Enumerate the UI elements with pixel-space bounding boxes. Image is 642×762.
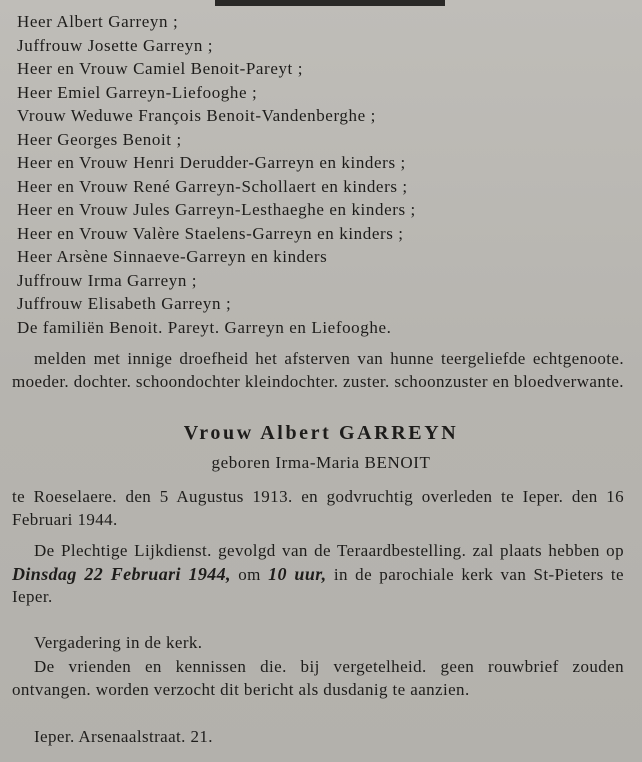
friends-note: De vrienden en kennissen die. bij vergetelheid. geen rouwbrief zouden ontvangen. worden verzocht dit bericht als dusdanig te aanzien. [12, 657, 624, 699]
service-time: 10 uur, [268, 563, 327, 584]
mourner-line: Juffrouw Josette Garreyn ; [17, 35, 214, 55]
birth-death-text: te Roeselaere. den 5 Augustus 1913. en godvruchtig overleden te Ieper. den 16 Februari 1944. [12, 487, 624, 529]
service-date: Dinsdag 22 Februari 1944, [12, 563, 231, 584]
meeting-text: Vergadering in de kerk. [34, 633, 203, 652]
mourner-line: Juffrouw Irma Garreyn ; [17, 270, 198, 290]
mourner-line: Heer en Vrouw Henri Derudder-Garreyn en kinders ; [17, 153, 406, 172]
service-intro: De Plechtige Lijkdienst. gevolgd van de Teraardbestelling. zal plaats hebben op [34, 541, 624, 560]
header-rule [215, 0, 445, 6]
mourner-line: Heer en Vrouw Valère Staelens-Garreyn en kinders ; [17, 223, 404, 243]
announcement-text: melden met innige droefheid het afsterven van hunne teergeliefde echtgenoote. moeder. dochter. schoondochter kleindochter. zuster. schoonzuster en bloedverwante. [12, 349, 624, 391]
mourner-line: Heer Arsène Sinnaeve-Garreyn en kinders [17, 247, 328, 266]
service-location: in de parochiale kerk van St-Pieters te Ieper. [12, 564, 624, 606]
mourner-line: Heer en Vrouw René Garreyn-Schollaert en kinders ; [17, 176, 408, 196]
address-line: Ieper. Arsenaalstraat. 21. [34, 727, 213, 746]
deceased-name: Vrouw Albert GARREYN [183, 422, 459, 444]
mourner-line: Heer Albert Garreyn ; [17, 12, 179, 31]
mourner-line: De familiën Benoit. Pareyt. Garreyn en Liefooghe. [17, 317, 392, 337]
maiden-name: geboren Irma-Maria BENOIT [211, 453, 431, 472]
funeral-service-text [12, 540, 624, 609]
service-om: om [238, 564, 261, 584]
mourners-list [17, 10, 617, 339]
mourner-line: Heer Georges Benoit ; [17, 129, 182, 149]
mourner-line: Heer en Vrouw Camiel Benoit-Pareyt ; [17, 59, 304, 78]
mourner-line: Vrouw Weduwe François Benoit-Vandenberghe ; [17, 106, 376, 125]
mourner-line: Heer Emiel Garreyn-Liefooghe ; [17, 82, 258, 102]
mourner-line: Heer en Vrouw Jules Garreyn-Lesthaeghe en kinders ; [17, 200, 416, 219]
mourner-line: Juffrouw Elisabeth Garreyn ; [17, 294, 232, 313]
